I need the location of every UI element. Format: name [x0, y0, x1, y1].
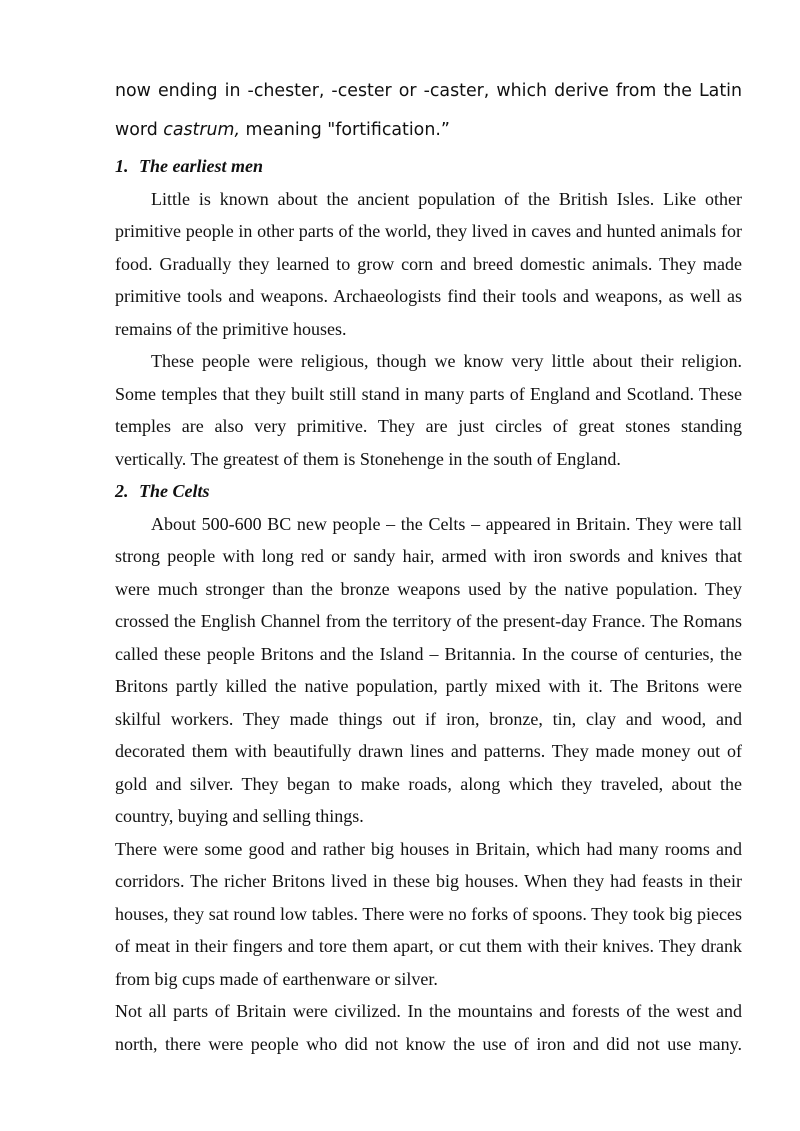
section-number: 1. — [115, 156, 129, 176]
paragraph-earliest-men-2: These people were religious, though we know very little about their religion. Some temples that they built still stand in many parts of England and Scotland. These temples are also very primitive. They are just circles of great stones standing vertically. The greatest of them is Stonehenge in the south of England. — [115, 351, 742, 469]
paragraph-earliest-men-1: Little is known about the ancient population of the British Isles. Like other primitive people in other parts of the world, they lived in caves and hunted animals for food. Gradually they learned to grow corn and breed domestic animals. They made primitive tools and weapons. Archaeologists find their tools and weapons, as well as remains of the primitive houses. — [115, 188, 742, 339]
intro-latin-word: castrum, — [163, 120, 241, 140]
section-title: The earliest men — [139, 156, 263, 176]
section-heading-celts — [115, 475, 742, 508]
section-title: The Celts — [139, 481, 210, 501]
intro-paragraph — [115, 72, 742, 150]
paragraph-celts-3: Not all parts of Britain were civilized. In the mountains and forests of the west and north, there were people who did not know the use of iron and did not use many. — [115, 1001, 742, 1054]
document-page — [115, 72, 742, 1060]
intro-text-before: now ending in -chester, -cester or -caster, which derive from the Latin word — [115, 81, 742, 140]
section-number: 2. — [115, 481, 129, 501]
paragraph-celts-2: There were some good and rather big houses in Britain, which had many rooms and corridors. The richer Britons lived in these big houses. When they had feasts in their houses, they sat round low tables. There were no forks of spoons. They took big pieces of meat in their fingers and tore them apart, or cut them with their knives. They drank from big cups made of earthenware or silver. — [115, 838, 742, 989]
intro-text-after: meaning "fortification.” — [240, 120, 450, 140]
paragraph-celts-1: About 500-600 BC new people – the Celts – appeared in Britain. They were tall strong people with long red or sandy hair, armed with iron swords and knives that were much stronger than the bronze weapons used by the native population. They crossed the English Channel from the territory of the present-day France. The Romans called these people Britons and the Island – Britannia. In the course of centuries, the Britons partly killed the native population, partly mixed with it. The Britons were skilful workers. They made things out if iron, bronze, tin, clay and wood, and decorated them with beautifully drawn lines and patterns. They made money out of gold and silver. They began to make roads, along which they traveled, about the country, buying and selling things. — [115, 513, 742, 826]
section-heading-earliest-men — [115, 150, 742, 183]
